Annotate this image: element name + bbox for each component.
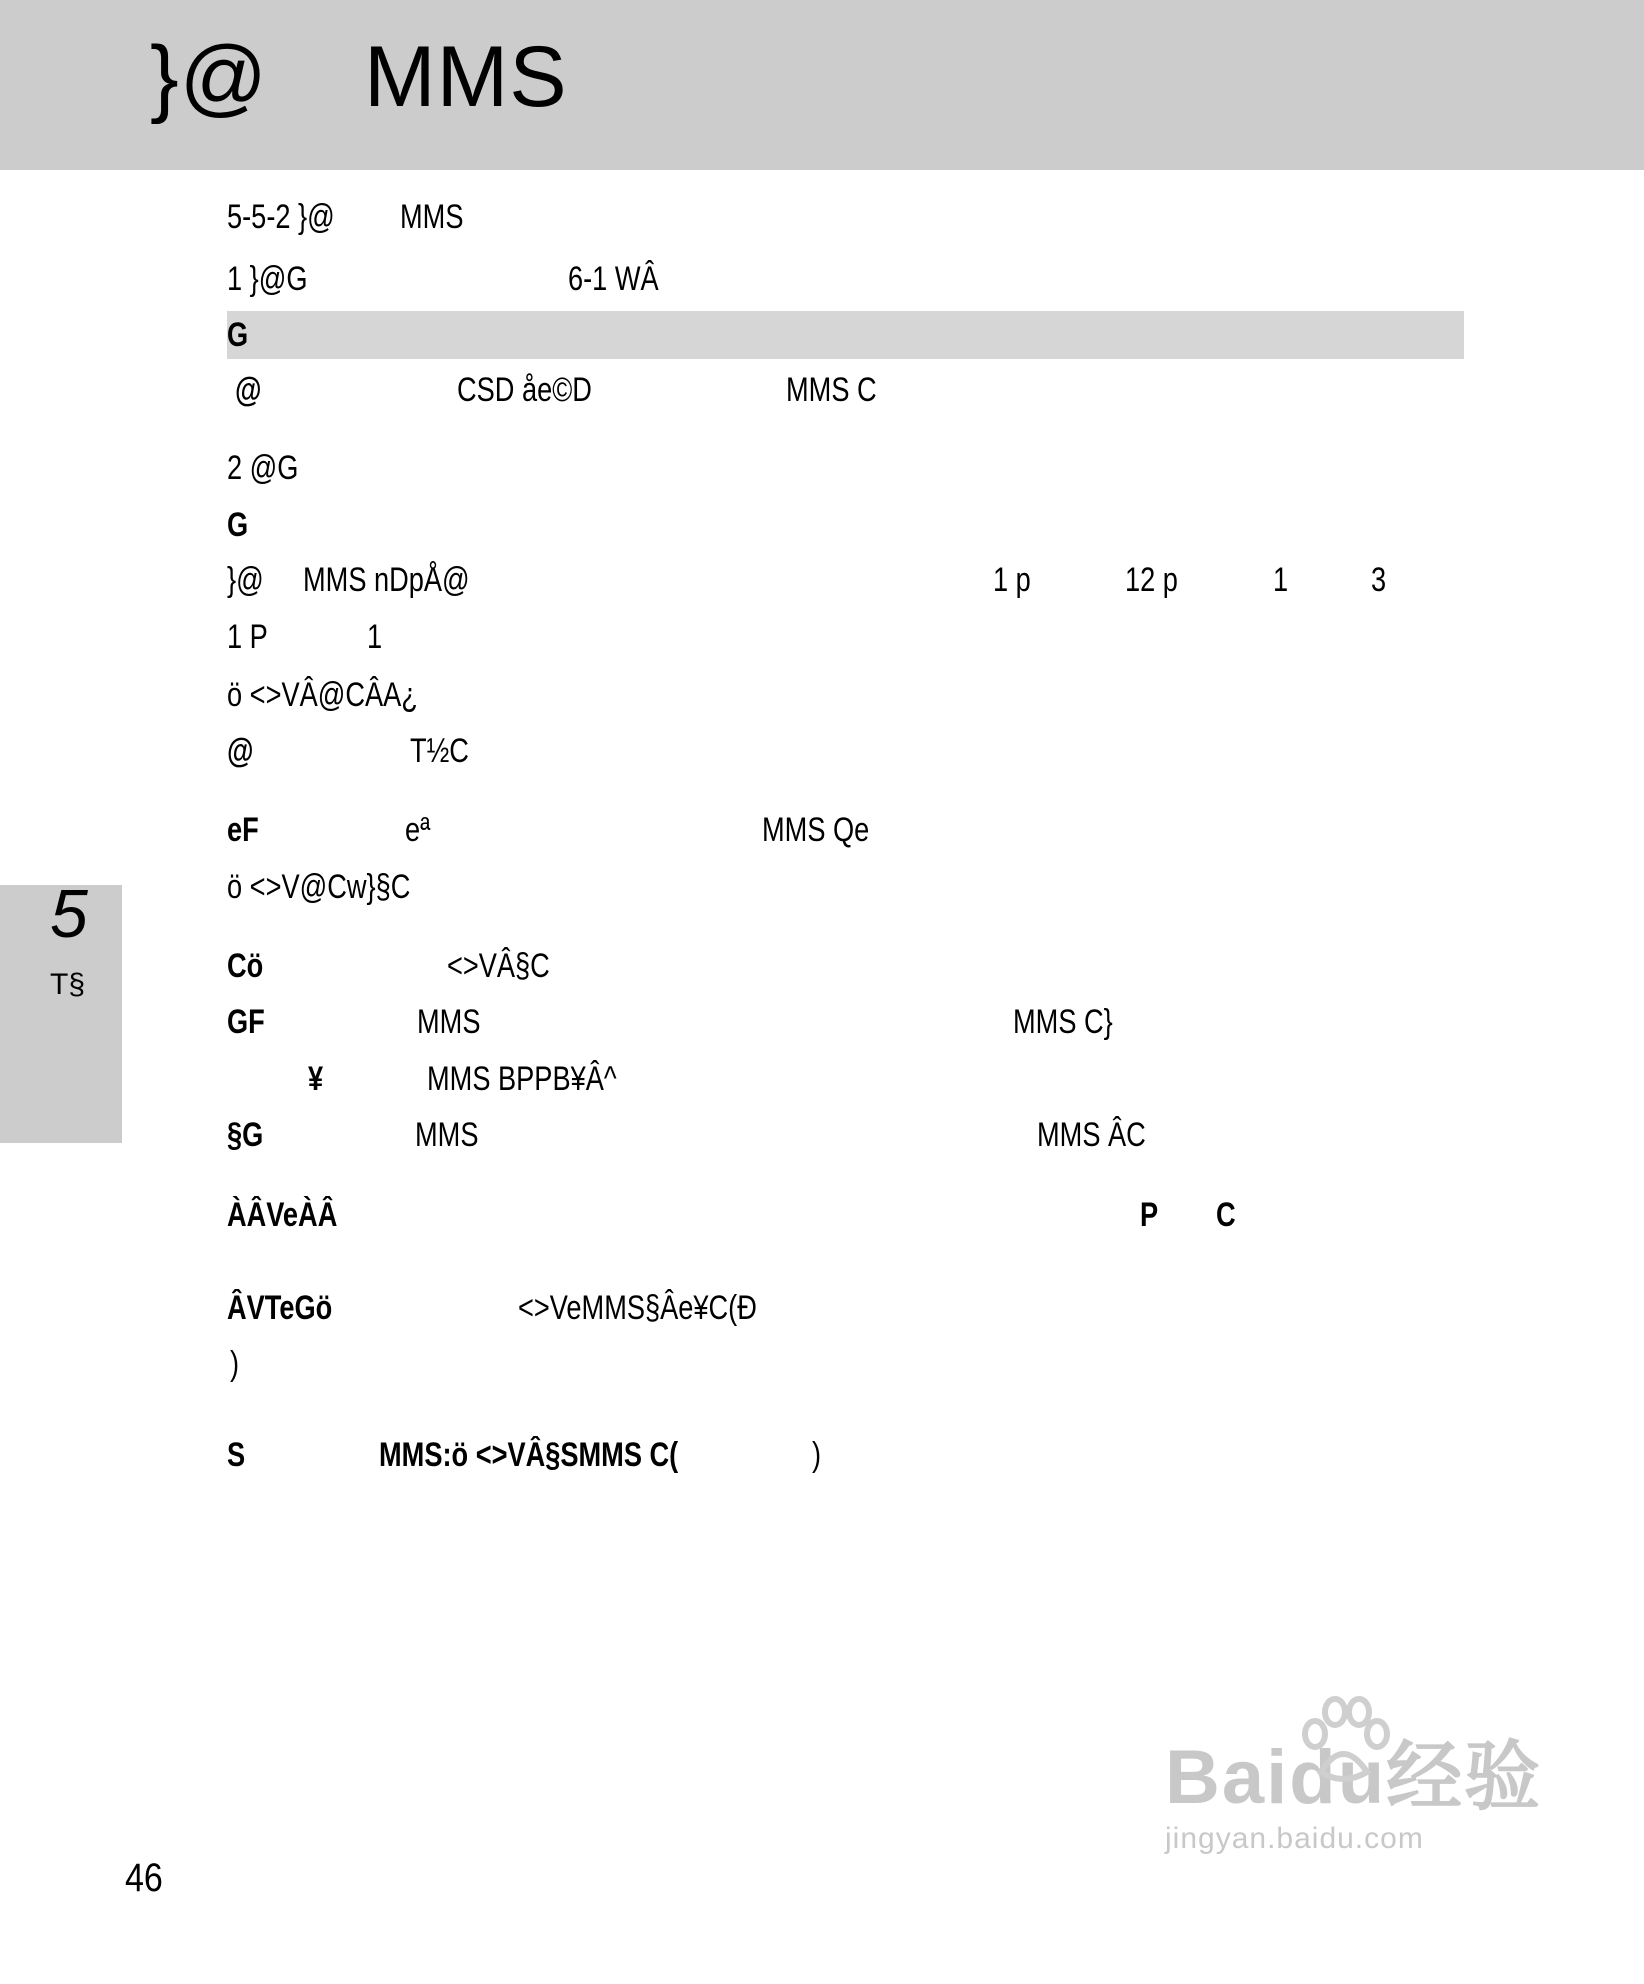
watermark-brand: Baidu经验 (1165, 1735, 1543, 1820)
option-desc-b: eª (405, 811, 431, 849)
option-desc-e: MMS (415, 1116, 479, 1154)
validity-option-6: 1 (367, 618, 383, 656)
chapter-number: 5 (50, 876, 88, 952)
option-desc-c: <>VÂ§C (447, 947, 550, 985)
watermark-url: jingyan.baidu.com (1165, 1822, 1424, 1855)
step-1: 1 }@G (227, 260, 308, 298)
option-label-b: eF (227, 811, 259, 849)
option-label-f: ÀÂVeÀÂ (227, 1196, 338, 1234)
validity-option-1: 1 p (993, 561, 1031, 599)
option-desc-h: MMS:ö <>VÂ§SMMS C( (379, 1436, 679, 1474)
note-line-c: MMS C (786, 371, 877, 409)
option-label-d: GF (227, 1003, 265, 1041)
step-1-reference: 6-1 WÂ (568, 260, 659, 298)
watermark (1165, 1735, 1543, 1855)
option-label-g: ÂVTeGö (227, 1289, 333, 1327)
instruction-line-2: ö <>V@Cw}§C (227, 868, 411, 906)
page-number: 46 (125, 1856, 163, 1900)
validity-option-2: 12 p (1125, 561, 1178, 599)
option-desc-h2: ) (812, 1436, 822, 1474)
option-value-f1: P (1140, 1196, 1159, 1234)
validity-option-5: 1 P (227, 618, 268, 656)
option-desc-e2: MMS ÂC (1037, 1116, 1146, 1154)
validity-option-3: 1 (1273, 561, 1289, 599)
option-desc-a: T½C (410, 732, 469, 770)
page-title-part-a: }@ (150, 29, 269, 125)
page-title (150, 28, 568, 127)
instruction-line: ö <>VÂ@CÂA¿ (227, 676, 418, 714)
validity-line-a: }@ (227, 561, 264, 599)
note-line-a: @ (235, 371, 262, 409)
option-desc-d: MMS (417, 1003, 481, 1041)
option-desc-b2: MMS Qe (762, 811, 870, 849)
note-label: G (227, 316, 249, 354)
note-bar (227, 311, 1464, 359)
note-line-b: CSD åe©D (457, 371, 592, 409)
validity-option-4: 3 (1371, 561, 1387, 599)
option-value-f2: C (1216, 1196, 1236, 1234)
page-title-part-b: MMS (364, 29, 568, 125)
option-desc-g: <>VeMMS§Âe¥C(Ð (518, 1289, 757, 1327)
option-label-c: Cö (227, 947, 264, 985)
option-desc-d2: MMS C} (1013, 1003, 1113, 1041)
chapter-label: T§ (50, 968, 86, 1001)
step-2-label: G (227, 506, 249, 544)
option-desc-g2: ) (230, 1345, 240, 1383)
option-label-h: S (227, 1436, 246, 1474)
section-number: 5-5-2 }@ (227, 198, 335, 236)
option-label-a: @ (227, 732, 254, 770)
option-sub-label: ¥ (308, 1060, 324, 1098)
paw-icon (1295, 1696, 1391, 1786)
section-title: MMS (400, 198, 464, 236)
step-2: 2 @G (227, 449, 299, 487)
validity-line-b: MMS nDpÅ@ (303, 561, 470, 599)
option-sub-desc: MMS BPPB¥Â^ (427, 1060, 617, 1098)
option-label-e: §G (227, 1116, 264, 1154)
